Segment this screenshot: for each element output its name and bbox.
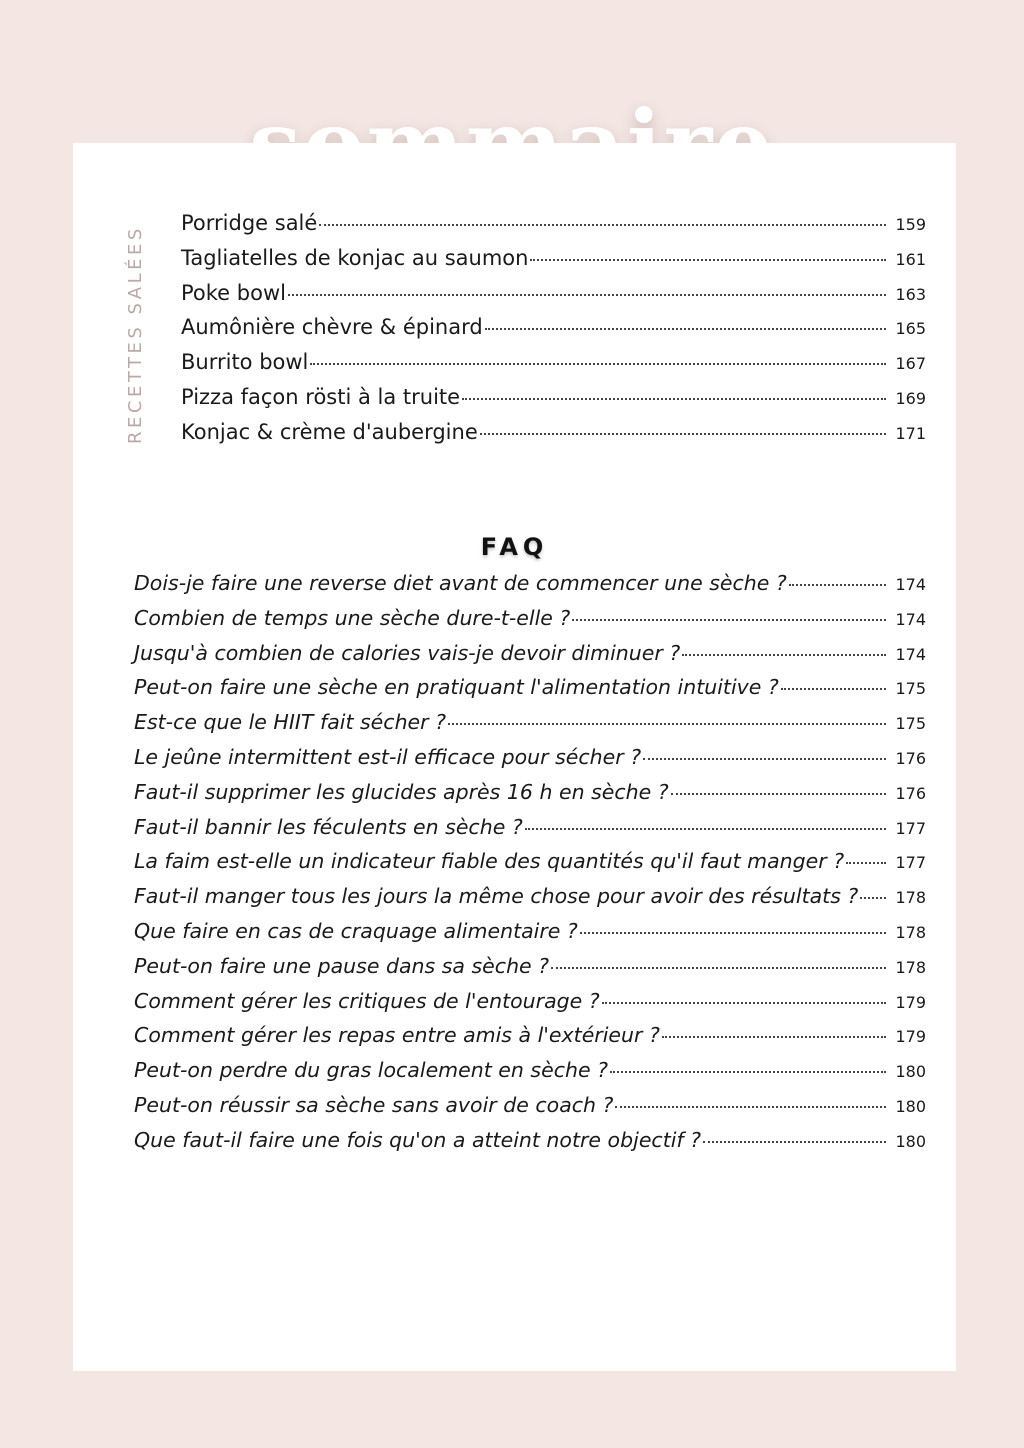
- faq-entry-label: Le jeûne intermittent est-il efficace pour sécher ?: [134, 744, 642, 769]
- faq-entry-label: Jusqu'à combien de calories vais-je devoir diminuer ?: [134, 640, 681, 665]
- dot-leader: [448, 723, 886, 725]
- faq-entry-page: 180: [895, 1131, 926, 1151]
- faq-entry-label: Peut-on faire une sèche en pratiquant l'alimentation intuitive ?: [134, 675, 779, 700]
- dot-leader: [580, 932, 886, 934]
- toc-entry-page: 159: [895, 215, 926, 234]
- faq-entry: [134, 884, 926, 919]
- faq-entry: [134, 710, 926, 745]
- faq-entry: [134, 1128, 926, 1163]
- faq-entry: [134, 641, 926, 676]
- dot-leader: [615, 1106, 886, 1108]
- faq-toc-list: [134, 571, 926, 1163]
- toc-entry: [181, 315, 926, 350]
- toc-entry-label: Porridge salé: [181, 211, 318, 235]
- faq-entry-page: 177: [895, 853, 926, 873]
- faq-entry-page: 178: [895, 888, 926, 908]
- faq-entry-page: 180: [895, 1096, 926, 1116]
- toc-entry: [181, 281, 926, 316]
- toc-entry: [181, 385, 926, 420]
- dot-leader: [551, 967, 886, 969]
- faq-entry: [134, 954, 926, 989]
- faq-entry-page: 177: [895, 818, 926, 838]
- faq-entry-page: 175: [895, 679, 926, 699]
- dot-leader: [682, 654, 886, 656]
- section-label-recettes-salees: RECETTES SALÉES: [125, 225, 146, 445]
- faq-entry: [134, 571, 926, 606]
- faq-entry-page: 174: [895, 644, 926, 664]
- toc-entry-label: Pizza façon rösti à la truite: [181, 384, 461, 409]
- toc-entry: [181, 420, 926, 455]
- toc-entry-label: Konjac & crème d'aubergine: [181, 419, 478, 444]
- dot-leader: [525, 828, 886, 830]
- faq-entry-label: Peut-on faire une pause dans sa sèche ?: [134, 953, 550, 978]
- faq-entry-page: 176: [895, 783, 926, 803]
- toc-entry-label: Tagliatelles de konjac au saumon: [181, 245, 529, 270]
- dot-leader: [610, 1071, 886, 1073]
- dot-leader: [789, 584, 886, 586]
- faq-entry-label: Combien de temps une sèche dure-t-elle ?: [134, 605, 571, 630]
- faq-entry: [134, 815, 926, 850]
- toc-entry-page: 171: [895, 423, 926, 443]
- faq-entry-page: 178: [895, 922, 926, 942]
- faq-entry-label: Est-ce que le HIIT fait sécher ?: [134, 710, 446, 735]
- recipes-toc-list: [181, 211, 926, 455]
- toc-entry-label: Poke bowl: [181, 280, 286, 305]
- dot-leader: [462, 398, 886, 400]
- faq-entry-page: 174: [895, 609, 926, 629]
- dot-leader: [480, 433, 886, 435]
- faq-entry: [134, 1058, 926, 1093]
- toc-entry-page: 161: [895, 249, 926, 269]
- toc-entry: [181, 211, 926, 246]
- faq-heading: FAQ: [480, 532, 549, 561]
- dot-leader: [846, 862, 886, 864]
- faq-entry: [134, 989, 926, 1024]
- faq-entry-page: 174: [895, 575, 926, 594]
- toc-entry-page: 167: [895, 354, 926, 374]
- toc-entry-page: 165: [895, 319, 926, 339]
- faq-entry-label: Peut-on réussir sa sèche sans avoir de coach ?: [134, 1092, 614, 1117]
- faq-entry: [134, 1093, 926, 1128]
- dot-leader: [530, 259, 886, 261]
- dot-leader: [860, 897, 886, 899]
- faq-entry: [134, 606, 926, 641]
- dot-leader: [485, 328, 886, 330]
- toc-entry: [181, 246, 926, 281]
- faq-entry: [134, 919, 926, 954]
- faq-entry-page: 175: [895, 714, 926, 734]
- dot-leader: [703, 1141, 886, 1143]
- toc-entry-label: Burrito bowl: [181, 350, 309, 375]
- dot-leader: [671, 793, 886, 795]
- faq-entry-label: Faut-il supprimer les glucides après 16 h en sèche ?: [134, 779, 669, 804]
- faq-entry-page: 180: [895, 1062, 926, 1082]
- toc-entry-page: 169: [895, 388, 926, 408]
- dot-leader: [602, 1002, 886, 1004]
- faq-entry-label: Faut-il manger tous les jours la même chose pour avoir des résultats ?: [134, 884, 859, 909]
- faq-entry-page: 179: [895, 1027, 926, 1047]
- dot-leader: [319, 224, 886, 226]
- faq-entry-label: Que faut-il faire une fois qu'on a atteint notre objectif ?: [134, 1127, 702, 1152]
- toc-entry-page: 163: [895, 284, 926, 304]
- dot-leader: [643, 758, 886, 760]
- content-card: [73, 143, 956, 1371]
- faq-entry: [134, 780, 926, 815]
- faq-entry-page: 178: [895, 957, 926, 977]
- faq-entry-page: 176: [895, 748, 926, 768]
- faq-entry: [134, 745, 926, 780]
- faq-entry-label: Dois-je faire une reverse diet avant de commencer une sèche ?: [134, 571, 787, 595]
- dot-leader: [288, 294, 886, 296]
- toc-entry: [181, 350, 926, 385]
- faq-entry-label: Peut-on perdre du gras localement en sèche ?: [134, 1058, 608, 1083]
- faq-entry: [134, 1023, 926, 1058]
- faq-entry-label: Comment gérer les critiques de l'entourage ?: [134, 988, 600, 1013]
- faq-entry: [134, 675, 926, 710]
- faq-entry-label: Faut-il bannir les féculents en sèche ?: [134, 814, 523, 839]
- faq-entry-label: La faim est-elle un indicateur fiable des quantités qu'il faut manger ?: [134, 849, 845, 874]
- faq-entry-page: 179: [895, 992, 926, 1012]
- faq-entry-label: Comment gérer les repas entre amis à l'extérieur ?: [134, 1023, 660, 1048]
- toc-entry-label: Aumônière chèvre & épinard: [181, 315, 483, 340]
- dot-leader: [310, 363, 886, 365]
- faq-entry: [134, 849, 926, 884]
- dot-leader: [662, 1036, 886, 1038]
- faq-entry-label: Que faire en cas de craquage alimentaire ?: [134, 918, 578, 943]
- dot-leader: [781, 688, 886, 690]
- dot-leader: [572, 619, 886, 621]
